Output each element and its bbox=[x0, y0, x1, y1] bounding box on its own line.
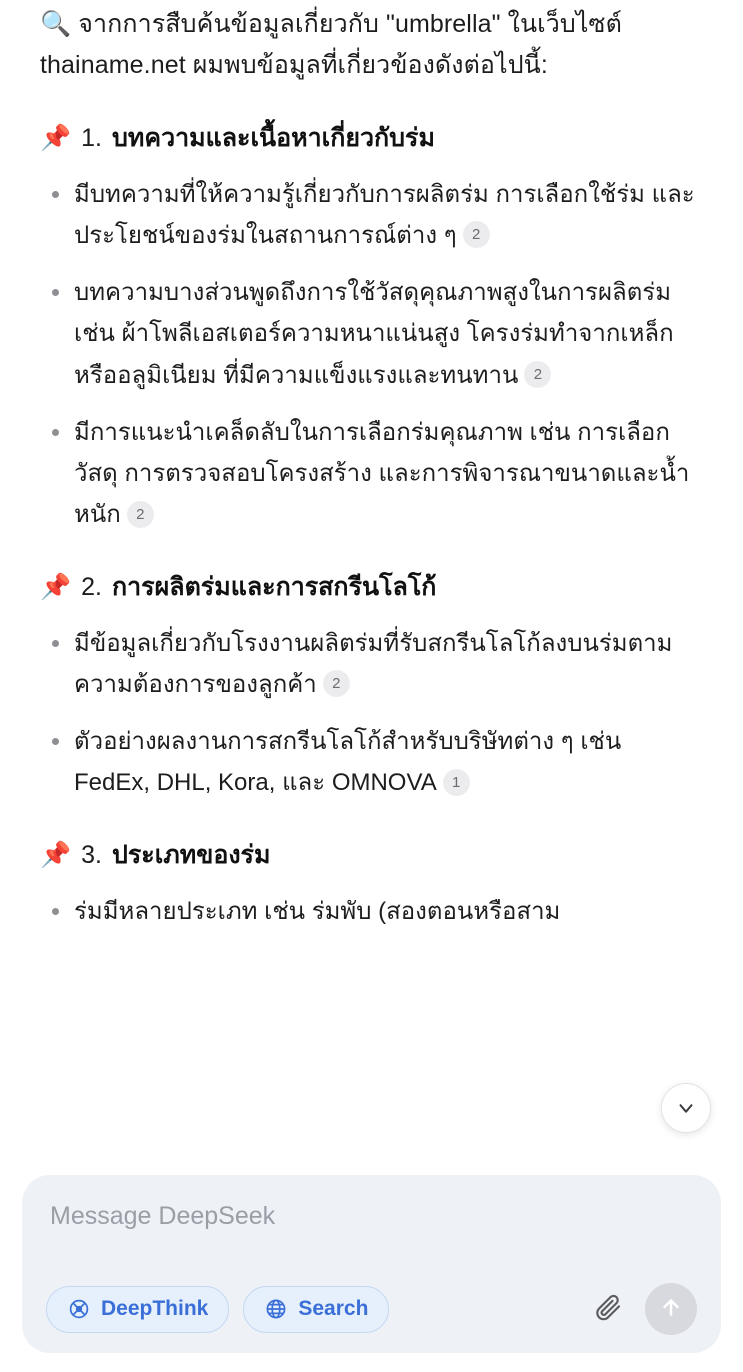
list-item bbox=[40, 721, 703, 804]
message-section-2 bbox=[40, 570, 703, 804]
paperclip-icon bbox=[594, 1292, 624, 1327]
section-title: ประเภทของร่ม bbox=[112, 840, 271, 869]
list-item-text: ตัวอย่างผลงานการสกรีนโลโก้สำหรับบริษัทต่าง ๆ เช่น FedEx, DHL, Kora, และ OMNOVA bbox=[74, 728, 622, 797]
section-heading bbox=[40, 838, 703, 873]
deepthink-button[interactable] bbox=[46, 1286, 229, 1333]
section-number: 3. bbox=[81, 840, 102, 869]
list-item bbox=[40, 891, 703, 932]
search-label: Search bbox=[298, 1297, 369, 1320]
send-button[interactable] bbox=[645, 1283, 697, 1335]
pin-icon: 📌 bbox=[40, 840, 72, 869]
message-composer[interactable] bbox=[22, 1175, 721, 1353]
citation-badge[interactable]: 2 bbox=[127, 501, 154, 528]
scroll-to-bottom-button[interactable] bbox=[661, 1083, 711, 1133]
section-title: บทความและเนื้อหาเกี่ยวกับร่ม bbox=[112, 123, 435, 152]
list-item-text: มีการแนะนำเคล็ดลับในการเลือกร่มคุณภาพ เช่น การเลือกวัสดุ การตรวจสอบโครงสร้าง และการพิจารณาขนาดและน้ำหนัก bbox=[74, 418, 690, 529]
section-title: การผลิตร่มและการสกรีนโลโก้ bbox=[112, 572, 437, 601]
globe-icon bbox=[264, 1297, 288, 1321]
deepthink-icon bbox=[67, 1297, 91, 1321]
list-item-text: มีบทความที่ให้ความรู้เกี่ยวกับการผลิตร่ม การเลือกใช้ร่ม และประโยชน์ของร่มในสถานการณ์ต่าง ๆ bbox=[74, 180, 695, 249]
list-item-text: มีข้อมูลเกี่ยวกับโรงงานผลิตร่มที่รับสกรีนโลโก้ลงบนร่มตามความต้องการของลูกค้า bbox=[74, 629, 673, 698]
section-heading bbox=[40, 570, 703, 605]
section-bullet-list bbox=[40, 891, 703, 932]
section-number: 1. bbox=[81, 123, 102, 152]
section-heading bbox=[40, 121, 703, 156]
attach-button[interactable] bbox=[587, 1287, 631, 1331]
deepthink-label: DeepThink bbox=[101, 1297, 209, 1320]
list-item-text: ร่มมีหลายประเภท เช่น ร่มพับ (สองตอนหรือสาม bbox=[74, 897, 561, 925]
message-input[interactable]: Message DeepSeek bbox=[50, 1202, 276, 1230]
section-bullet-list bbox=[40, 623, 703, 804]
composer-container bbox=[0, 1167, 743, 1372]
composer-toolbar bbox=[46, 1283, 697, 1335]
list-item bbox=[40, 623, 703, 706]
pin-icon: 📌 bbox=[40, 572, 72, 601]
list-item-text: บทความบางส่วนพูดถึงการใช้วัสดุคุณภาพสูงในการผลิตร่ม เช่น ผ้าโพลีเอสเตอร์ความหนาแน่นสูง โครงร่มทำจากเหล็กหรืออลูมิเนียม ที่มีความแข็งแรงและทนทาน bbox=[74, 279, 674, 389]
message-section-3 bbox=[40, 838, 703, 932]
section-number: 2. bbox=[81, 572, 102, 601]
list-item bbox=[40, 412, 703, 536]
pin-icon: 📌 bbox=[40, 123, 72, 152]
arrow-up-icon bbox=[658, 1294, 684, 1325]
list-item bbox=[40, 174, 703, 257]
section-bullet-list bbox=[40, 174, 703, 536]
search-button[interactable] bbox=[243, 1286, 389, 1333]
citation-badge[interactable]: 2 bbox=[323, 670, 350, 697]
list-item bbox=[40, 272, 703, 396]
assistant-message-intro: 🔍 จากการสืบค้นข้อมูลเกี่ยวกับ "umbrella" ในเว็บไซต์ thainame.net ผมพบข้อมูลที่เกี่ยวข้องดังต่อไปนี้: bbox=[40, 10, 622, 80]
citation-badge[interactable]: 1 bbox=[443, 769, 470, 796]
citation-badge[interactable]: 2 bbox=[463, 221, 490, 248]
message-section-1 bbox=[40, 121, 703, 536]
chevron-down-icon bbox=[675, 1097, 697, 1119]
citation-badge[interactable]: 2 bbox=[524, 361, 551, 388]
